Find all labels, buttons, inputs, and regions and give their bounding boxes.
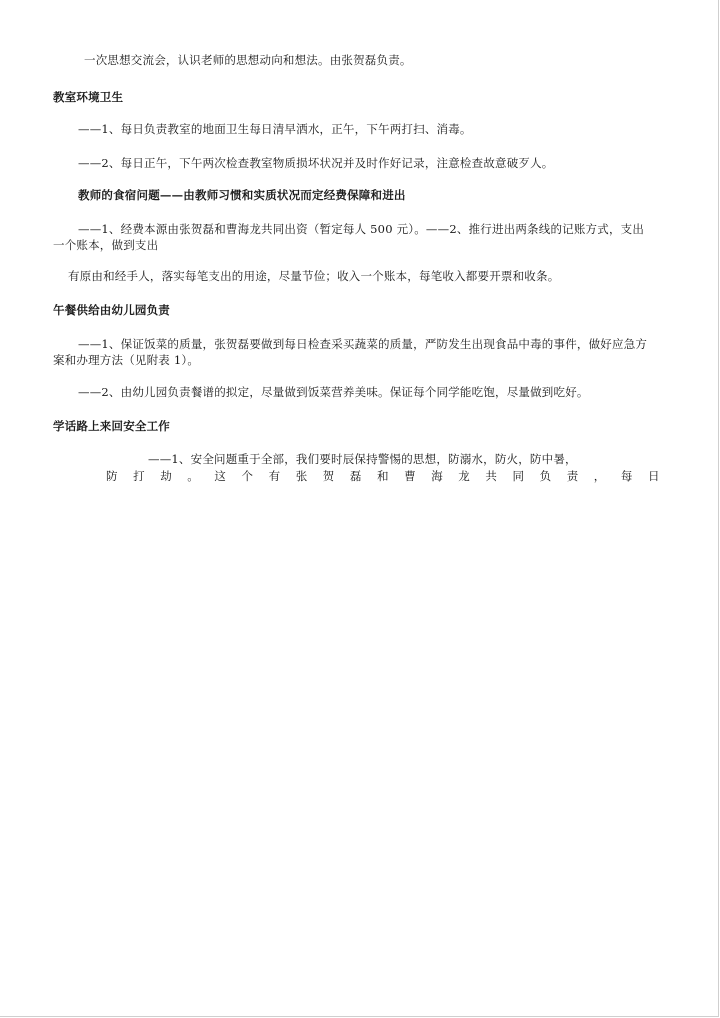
paragraph-lunch-1-cont: 案和办理方法（见附表 1）。	[53, 353, 200, 367]
section-heading-commute-safety: 学话路上来回安全工作	[53, 419, 170, 433]
paragraph-hygiene-1: ——1、每日负责教室的地面卫生每日清早洒水，正午，下午两打扫、消毒。	[78, 122, 472, 136]
paragraph-lunch-2: ——2、由幼儿园负责餐谱的拟定，尽量做到饭菜营养美味。保证每个同学能吃饱，尽量做到吃好。	[78, 385, 589, 399]
section-heading-teacher-lodging: 教师的食宿问题——由教师习惯和实质状况而定经费保障和进出	[78, 188, 406, 202]
paragraph-funding-1-cont: 一个账本，做到支出	[53, 238, 159, 252]
paragraph-safety-1: ——1、安全问题重于全部，我们要时辰保持警惕的思想，防溺水，防火，防中暑，	[148, 452, 577, 466]
paragraph-lunch-1: ——1、保证饭菜的质量，张贺磊要做到每日检查采买蔬菜的质量，严防发生出现食品中毒的事件，做好应急方	[78, 337, 648, 351]
paragraph-funding-1: ——1、经费本源由张贺磊和曹海龙共同出资（暂定每人 500 元）。——2、推行进出两条线的记账方式，支出	[78, 222, 645, 236]
section-heading-lunch: 午餐供给由幼儿园负责	[53, 303, 170, 317]
paragraph-hygiene-2: ——2、每日正午，下午两次检查教室物质损坏状况并及时作好记录，注意检查故意破歹人。	[78, 156, 554, 170]
paragraph-expense-rules: 有原由和经手人，落实每笔支出的用途，尽量节俭；收入一个账本，每笔收入都要开票和收条。	[68, 269, 560, 283]
paragraph-safety-1-cont: 防打劫。这个有张贺磊和曹海龙共同负责，每日	[106, 469, 676, 483]
section-heading-classroom-hygiene: 教室环境卫生	[53, 90, 124, 104]
paragraph-intro: 一次思想交流会，认识老师的思想动向和想法。由张贺磊负责。	[84, 53, 412, 67]
